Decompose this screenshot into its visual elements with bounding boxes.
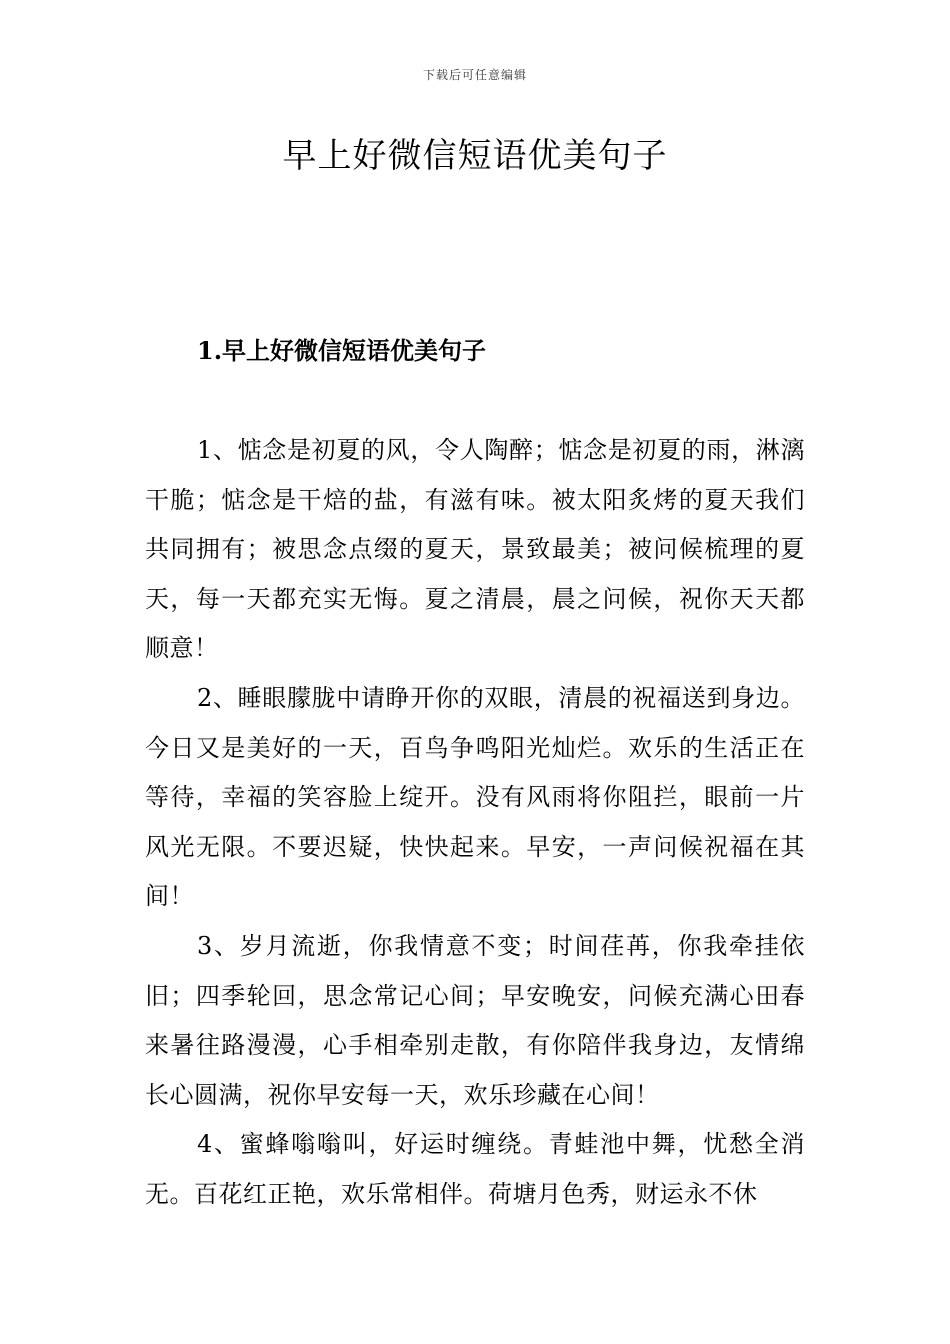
section-heading: 1.早上好微信短语优美句子 (197, 336, 487, 365)
body-text (145, 426, 805, 1220)
paragraph-4: 4、蜜蜂嗡嗡叫，好运时缠绕。青蛙池中舞，忧愁全消无。百花红正艳，欢乐常相伴。荷塘月色秀，财运永不休 (145, 1130, 805, 1208)
header-note: 下载后可任意编辑 (422, 68, 527, 82)
paragraph-2: 2、睡眼朦胧中请睁开你的双眼，清晨的祝福送到身边。今日又是美好的一天，百鸟争鸣阳光灿烂。欢乐的生活正在等待，幸福的笑容脸上绽开。没有风雨将你阻拦，眼前一片风光无限。不要迟疑，快快起来。早安，一声问候祝福在其间！ (145, 683, 805, 911)
document-title: 早上好微信短语优美句子 (282, 136, 668, 176)
paragraph-3: 3、岁月流逝，你我情意不变；时间荏苒，你我牵挂依旧；四季轮回，思念常记心间；早安晚安，问候充满心田春来暑往路漫漫，心手相牵别走散，有你陪伴我身边，友情绵长心圆满，祝你早安每一天，欢乐珍藏在心间！ (145, 931, 805, 1109)
paragraph-1: 1、惦念是初夏的风，令人陶醉；惦念是初夏的雨，淋漓干脆；惦念是干焙的盐，有滋有味。被太阳炙烤的夏天我们共同拥有；被思念点缀的夏天，景致最美；被问候梳理的夏天，每一天都充实无悔。夏之清晨，晨之问候，祝你天天都顺意！ (145, 436, 805, 663)
